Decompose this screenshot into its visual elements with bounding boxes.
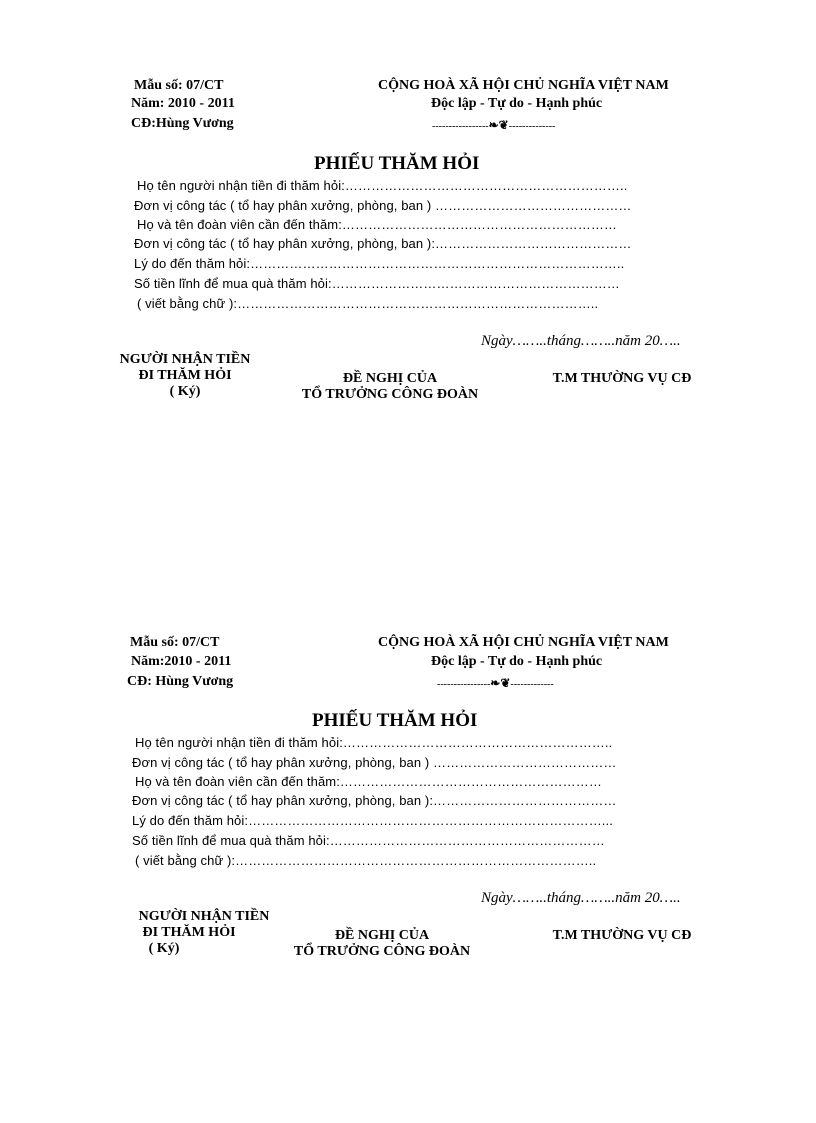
form-year: Năm:2010 - 2011 (131, 654, 232, 669)
form-number: Mẫu số: 07/CT (134, 78, 224, 93)
ornament-divider: ----------------❧❦------------- (437, 676, 554, 690)
signature-recipient: NGƯỜI NHẬN TIỀN ĐI THĂM HỎI ( Ký) (119, 352, 251, 399)
visit-form-1 (0, 0, 816, 560)
field-amount-in-words: ( viết bằng chữ ):……………………………………………………………………….. (135, 853, 597, 868)
field-recipient-unit: Đơn vị công tác ( tổ hay phân xưởng, phòng, ban ) ……………………………………… (134, 198, 632, 213)
signature-team-leader: ĐỀ NGHỊ CỦA TỔ TRƯỞNG CÔNG ĐOÀN (293, 928, 471, 959)
national-motto: Độc lập - Tự do - Hạnh phúc (431, 96, 603, 111)
field-reason: Lý do đến thăm hỏi:………………………………………………………………………….. (134, 256, 625, 271)
signature-recipient: NGƯỜI NHẬN TIỀN ĐI THĂM HỎI ( Ký) (138, 909, 270, 956)
field-member-name: Họ và tên đoàn viên cần đến thăm:……………………………………………………… (137, 217, 618, 232)
field-recipient-unit: Đơn vị công tác ( tổ hay phân xưởng, phòng, ban ) …………………………………… (132, 755, 617, 770)
field-recipient-name: Họ tên người nhận tiền đi thăm hỏi:…………………………………………………….. (135, 735, 613, 750)
nation-name: CỘNG HOÀ XÃ HỘI CHỦ NGHĨA VIỆT NAM (378, 635, 669, 650)
form-title: PHIẾU THĂM HỎI (314, 153, 480, 174)
national-motto: Độc lập - Tự do - Hạnh phúc (431, 654, 603, 669)
field-amount: Số tiền lĩnh để mua quà thăm hỏi:……………………………………………………… (132, 833, 605, 848)
form-title: PHIẾU THĂM HỎI (312, 710, 478, 731)
ornament-icon: ❧❦ (490, 676, 511, 690)
date-line: Ngày……..tháng……..năm 20….. (481, 890, 681, 906)
form-year: Năm: 2010 - 2011 (131, 96, 235, 111)
field-member-unit: Đơn vị công tác ( tổ hay phân xưởng, phòng, ban ):…………………………………… (132, 793, 617, 808)
field-reason: Lý do đến thăm hỏi:………………………………………………………………………... (132, 813, 613, 828)
signature-standing-committee: T.M THƯỜNG VỤ CĐ (552, 371, 692, 386)
field-member-unit: Đơn vị công tác ( tổ hay phân xưởng, phòng, ban ):……………………………………… (134, 236, 632, 251)
field-amount-in-words: ( viết bằng chữ ):……………………………………………………………………….. (137, 296, 599, 311)
ornament-icon: ❧❦ (488, 118, 509, 132)
union-name: CĐ: Hùng Vương (127, 674, 234, 689)
field-member-name: Họ và tên đoàn viên cần đến thăm:…………………………………………………… (135, 774, 602, 789)
date-line: Ngày……..tháng……..năm 20….. (481, 333, 681, 349)
field-recipient-name: Họ tên người nhận tiền đi thăm hỏi:……………………………………………………….. (137, 178, 628, 193)
field-amount: Số tiền lĩnh để mua quà thăm hỏi:………………………………………………………… (134, 276, 620, 291)
ornament-divider: -----------------❧❦-------------- (432, 118, 556, 132)
signature-team-leader: ĐỀ NGHỊ CỦA TỔ TRƯỞNG CÔNG ĐOÀN (301, 371, 479, 402)
signature-standing-committee: T.M THƯỜNG VỤ CĐ (552, 928, 692, 943)
form-number: Mẫu số: 07/CT (130, 635, 220, 650)
union-name: CĐ:Hùng Vương (131, 116, 234, 131)
nation-name: CỘNG HOÀ XÃ HỘI CHỦ NGHĨA VIỆT NAM (378, 78, 669, 93)
visit-form-2 (0, 557, 816, 1117)
